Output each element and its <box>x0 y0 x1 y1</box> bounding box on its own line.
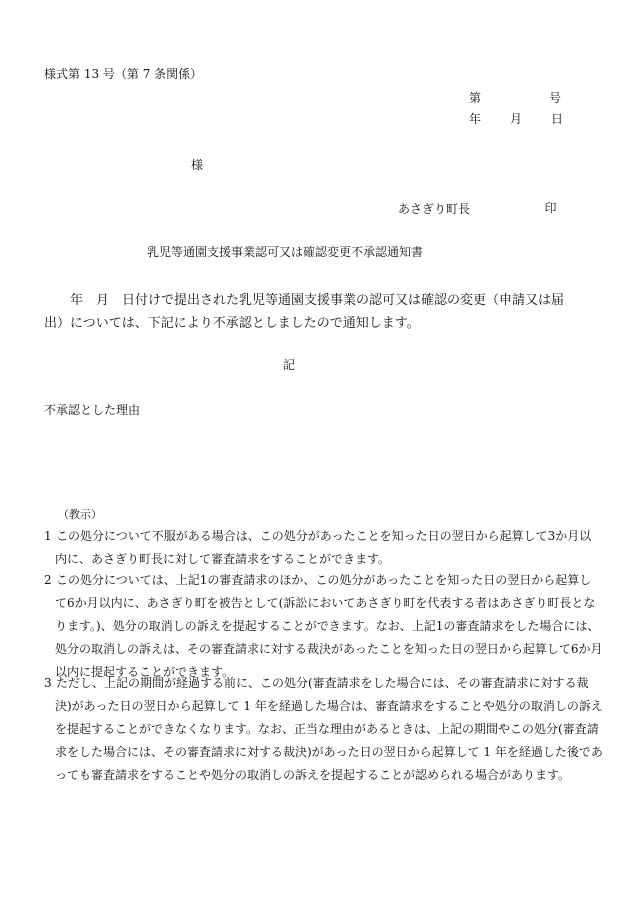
seal-char: 印 <box>544 201 557 215</box>
notice-item-number: 2 <box>44 573 52 587</box>
sender-name: あさぎり町長 <box>398 202 471 216</box>
notice-line: っても審査請求をすることや処分の取消しの訴えを提起することが認められる場合があります。 <box>55 768 571 782</box>
notice-line: を提起することができなくなります。なお、正当な理由があるときは、上記の期間やこの処分(審査請 <box>55 722 599 736</box>
notice-item-number: 1 <box>44 529 52 543</box>
notice-line: 決)があった日の翌日から起算して 1 年を経過した場合は、審査請求をすることや処分の取消しの訴え <box>55 699 603 713</box>
notice-line: 以内に提起することができます。 <box>55 665 235 679</box>
date-year-label: 年 <box>469 112 482 126</box>
notice-line: この処分については、上記1の審査請求のほか、この処分があったことを知った日の翌日から起算し <box>56 573 592 587</box>
notice-item-number: 3 <box>44 676 52 690</box>
notice-line: 処分の取消しの訴えは、その審査請求に対する裁決があったことを知った日の翌日から起算して6か月 <box>55 642 603 656</box>
body-line: 出）については、下記により不承認としましたので通知します。 <box>44 316 420 331</box>
date-day-label: 日 <box>551 112 564 126</box>
seal-mark <box>544 201 557 216</box>
date-month-label: 月 <box>510 112 523 126</box>
notice-item-3 <box>44 672 603 787</box>
notice-line: 内に、あさぎり町長に対して審査請求をすることができます。 <box>55 552 391 566</box>
notice-line: ります。)、処分の取消しの訴えを提起することができます。なお、上記1の審査請求をした場合には、 <box>55 619 600 633</box>
form-number-label: 様式第 13 号（第 7 条関係） <box>44 67 203 81</box>
notice-label: （教示） <box>58 508 102 521</box>
addressee-honorific: 様 <box>191 158 204 172</box>
notice-item-1 <box>44 525 594 571</box>
document-number-suffix: 号 <box>549 91 562 105</box>
body-paragraph <box>44 289 594 335</box>
body-line: 年 月 日付けで提出された乳児等通園支援事業の認可又は確認の変更（申請又は届 <box>44 293 565 308</box>
notice-line: この処分について不服がある場合は、この処分があったことを知った日の翌日から起算して3か月以 <box>56 529 592 543</box>
ki-heading: 記 <box>283 358 296 372</box>
notice-item-2 <box>44 569 603 684</box>
document-title: 乳児等通園支援事業認可又は確認変更不承認通知書 <box>147 245 424 259</box>
reason-label: 不承認とした理由 <box>44 403 141 417</box>
notice-line: ただし、上記の期間が経過する前に、この処分(審査請求をした場合には、その審査請求に対する裁 <box>56 676 589 690</box>
notice-line: 求をした場合には、その審査請求に対する裁決)があった日の翌日から起算して 1 年を経過した後であ <box>55 745 603 759</box>
document-number-prefix: 第 <box>469 91 482 105</box>
notice-line: て6か月以内に、あさぎり町を被告として(訴訟においてあさぎり町を代表する者はあさぎり町長とな <box>55 596 596 610</box>
